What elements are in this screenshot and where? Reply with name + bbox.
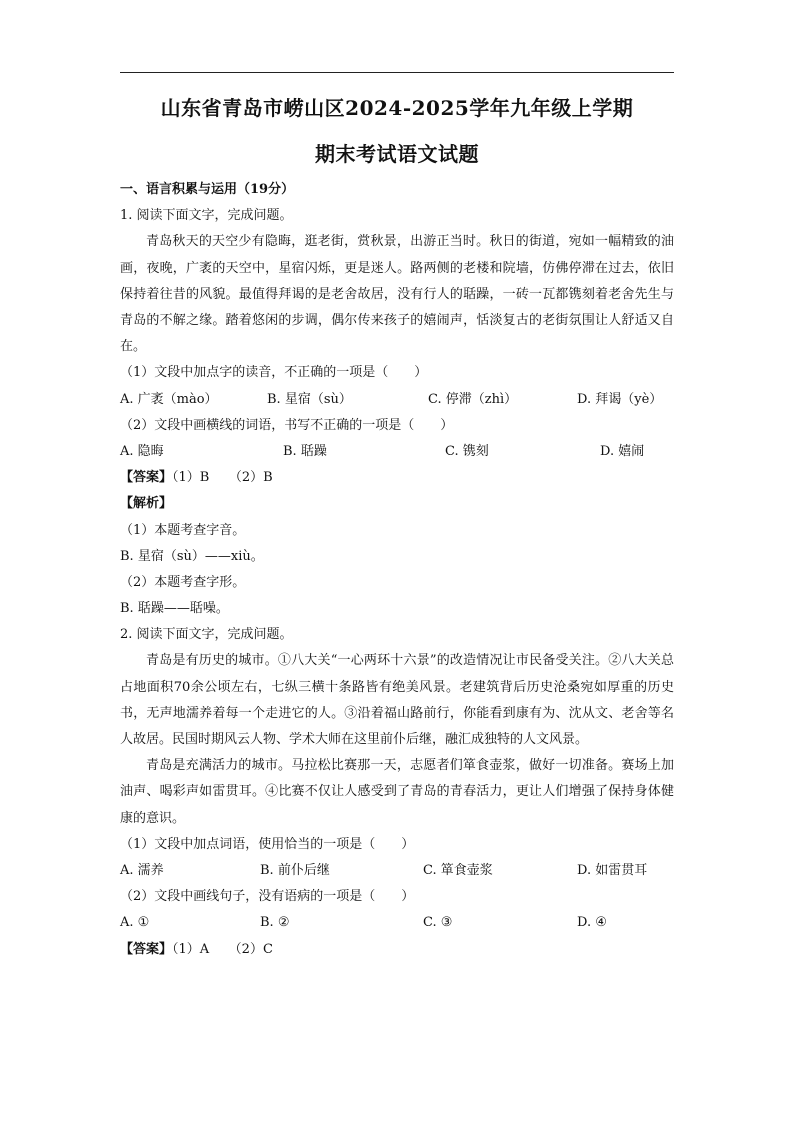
option-c[interactable]: C. ③ [423,915,453,931]
option-a[interactable]: A. 濡养 [120,863,164,879]
option-a[interactable]: A. 隐晦 [120,443,164,459]
q2-sub2-options [120,910,674,936]
q1-sub1-options [120,387,674,413]
q2-answer [120,937,674,963]
option-d[interactable]: D. 如雷贯耳 [577,863,648,879]
analysis-line: （2）本题考查字形。 [120,574,246,590]
header-rule [120,72,674,73]
option-b[interactable]: B. ② [260,915,290,931]
title-line-1: 山东省青岛市崂山区2024-2025学年九年级上学期 [160,96,634,120]
analysis-line: B. 星宿（sù）——xiù。 [120,548,264,564]
q2-sub2: （2）文段中画线句子，没有语病的一项是（ ） [120,889,415,905]
answer-text: （1）B （2）B [172,470,273,486]
option-a[interactable]: A. 广袤（mào） [120,391,218,407]
option-c[interactable]: C. 停滞（zhì） [428,391,518,407]
q1-answer [120,465,674,491]
option-d[interactable]: D. 嬉闹 [600,443,645,459]
q1-sub1: （1）文段中加点字的读音，不正确的一项是（ ） [120,365,428,381]
answer-label: 【答案】 [120,941,173,957]
option-b[interactable]: B. 前仆后继 [260,863,330,879]
option-c[interactable]: C. 镌刻 [445,443,489,459]
analysis-line: B. 聒躁——聒噪。 [120,601,229,617]
q2-passage-2: 青岛是充满活力的城市。马拉松比赛那一天，志愿者们箪食壶浆，做好一切准备。赛场上加油声、喝彩声如雷贯耳。④比赛不仅让人感受到了青岛的青春活力，更让人们增强了保持身体健康的意识。 [120,758,674,826]
option-c[interactable]: C. 箪食壶浆 [423,863,493,879]
section-heading: 一、语言积累与运用（19分） [120,182,295,197]
answer-text: （1）A （2）C [172,941,273,957]
title-line-2: 期末考试语文试题 [315,142,479,166]
q1-sub2-options [120,439,674,465]
option-b[interactable]: B. 星宿（sù） [267,391,352,407]
option-d[interactable]: D. ④ [577,915,607,931]
q1-analysis-label: 【解析】 [120,496,173,512]
q1-passage: 青岛秋天的天空少有隐晦，逛老街，赏秋景，出游正当时。秋日的街道，宛如一幅精致的油画，夜晚，广袤的天空中，星宿闪烁，更是迷人。路两侧的老楼和院墙，仿佛停滞在过去，依旧保持着往昔的风貌。最值得拜谒的是老舍故居，没有行人的聒躁，一砖一瓦都镌刻着老舍先生与青岛的不解之缘。踏着悠闲的步调，偶尔传来孩子的嬉闹声，恬淡复古的老街氛围让人舒适又自在。 [120,234,674,355]
option-b[interactable]: B. 聒躁 [283,443,327,459]
q2-passage-1: 青岛是有历史的城市。①八大关“一心两环十六景”的改造情况让市民备受关注。②八大关总占地面积70余公顷左右，七纵三横十条路皆有绝美风景。老建筑背后历史沧桑宛如厚重的历史书，无声地濡养着每一个走进它的人。③沿着福山路前行，你能看到康有为、沈从文、老舍等名人故居。民国时期风云人物、学术大师在这里前仆后继，融汇成独特的人文风景。 [120,653,674,748]
analysis-line: （1）本题考查字音。 [120,522,246,538]
option-d[interactable]: D. 拜谒（yè） [577,391,663,407]
answer-label: 【答案】 [120,470,173,486]
exam-content [120,177,674,963]
q2-sub1-options [120,858,674,884]
option-a[interactable]: A. ① [120,915,150,931]
q1-sub2: （2）文段中画横线的词语，书写不正确的一项是（ ） [120,417,454,433]
q1-stem: 1. 阅读下面文字，完成问题。 [120,208,293,224]
q2-sub1: （1）文段中加点词语，使用恰当的一项是（ ） [120,836,415,852]
q2-stem: 2. 阅读下面文字，完成问题。 [120,627,293,643]
